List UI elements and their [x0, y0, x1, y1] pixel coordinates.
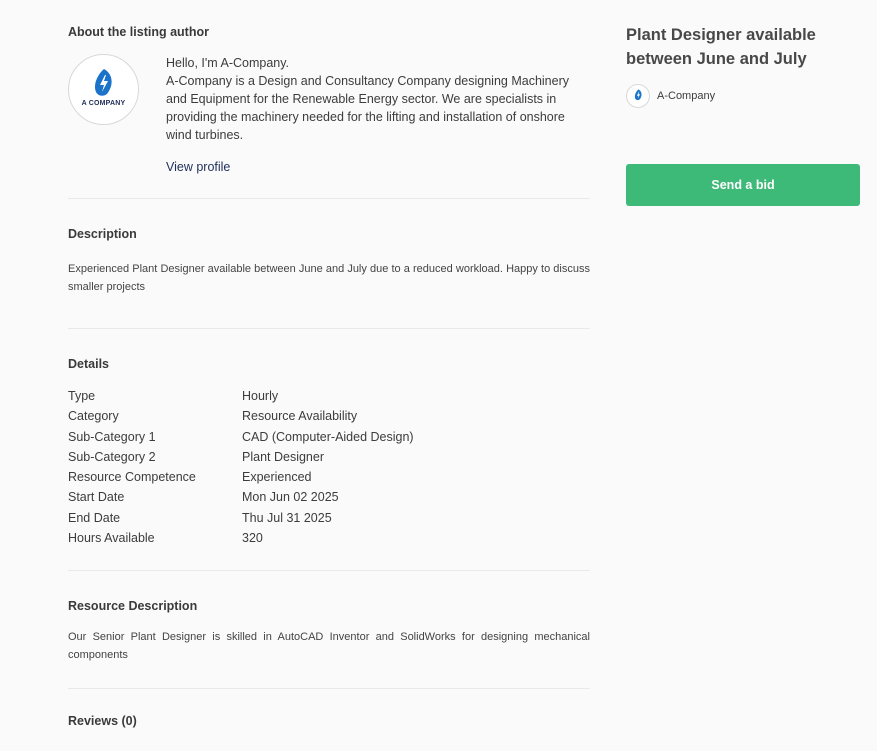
reviews-heading: Reviews (0): [68, 714, 137, 728]
listing-title: Plant Designer available between June and July: [626, 26, 816, 68]
company-logo: [68, 54, 139, 125]
divider: [68, 570, 590, 571]
detail-row-sub-category-1: [68, 427, 590, 447]
detail-value: Thu Jul 31 2025: [242, 510, 332, 525]
leaf-bolt-logo-icon: [634, 89, 643, 101]
details-table: [68, 386, 590, 548]
about-author-heading: About the listing author: [68, 25, 209, 39]
resource-description-text: Our Senior Plant Designer is skilled in AutoCAD Inventor and SolidWorks for designing mechanical components: [68, 631, 590, 661]
detail-value: Resource Availability: [242, 409, 358, 424]
logo-wordmark: A COMPANY: [81, 100, 126, 107]
detail-row-end-date: [68, 508, 590, 528]
detail-row-category: [68, 406, 590, 426]
detail-value: Hourly: [242, 389, 279, 403]
detail-label: Resource Competence: [68, 470, 196, 485]
detail-row-competence: [68, 467, 590, 487]
detail-value: 320: [242, 531, 263, 546]
detail-row-sub-category-2: [68, 447, 590, 467]
author-bio: [166, 54, 590, 144]
detail-row-start-date: [68, 487, 590, 507]
author-greeting: Hello, I'm A-Company.: [166, 56, 290, 70]
description-text: Experienced Plant Designer available between June and July due to a reduced workload. Happy to discuss smaller projects: [68, 263, 590, 293]
divider: [68, 328, 590, 329]
detail-label: Category: [68, 409, 119, 424]
detail-value: Plant Designer: [242, 449, 324, 464]
author-bio-text: A-Company is a Design and Consultancy Company designing Machinery and Equipment for the Renewable Energy sector. We are specialists in providing the machinery needed for the lifting and installation of onshore wind turbines.: [166, 74, 569, 142]
divider: [68, 688, 590, 689]
detail-label: Sub-Category 2: [68, 449, 156, 464]
detail-label: Type: [68, 389, 96, 403]
detail-row-hours: [68, 528, 590, 548]
detail-value: Experienced: [242, 470, 312, 485]
detail-label: End Date: [68, 510, 121, 525]
leaf-bolt-logo-icon: [93, 68, 115, 98]
detail-label: Hours Available: [68, 531, 155, 546]
send-bid-button[interactable]: Send a bid: [626, 164, 860, 206]
description-heading: Description: [68, 227, 137, 241]
detail-row-type: [68, 386, 590, 406]
resource-description-heading: Resource Description: [68, 599, 198, 613]
detail-label: Sub-Category 1: [68, 429, 156, 444]
avatar[interactable]: [626, 84, 650, 108]
detail-label: Start Date: [68, 490, 125, 505]
detail-value: CAD (Computer-Aided Design): [242, 429, 414, 444]
view-profile-link[interactable]: View profile: [166, 160, 231, 174]
detail-value: Mon Jun 02 2025: [242, 490, 339, 505]
details-heading: Details: [68, 357, 109, 371]
divider: [68, 198, 590, 199]
author-name[interactable]: A-Company: [657, 90, 716, 102]
